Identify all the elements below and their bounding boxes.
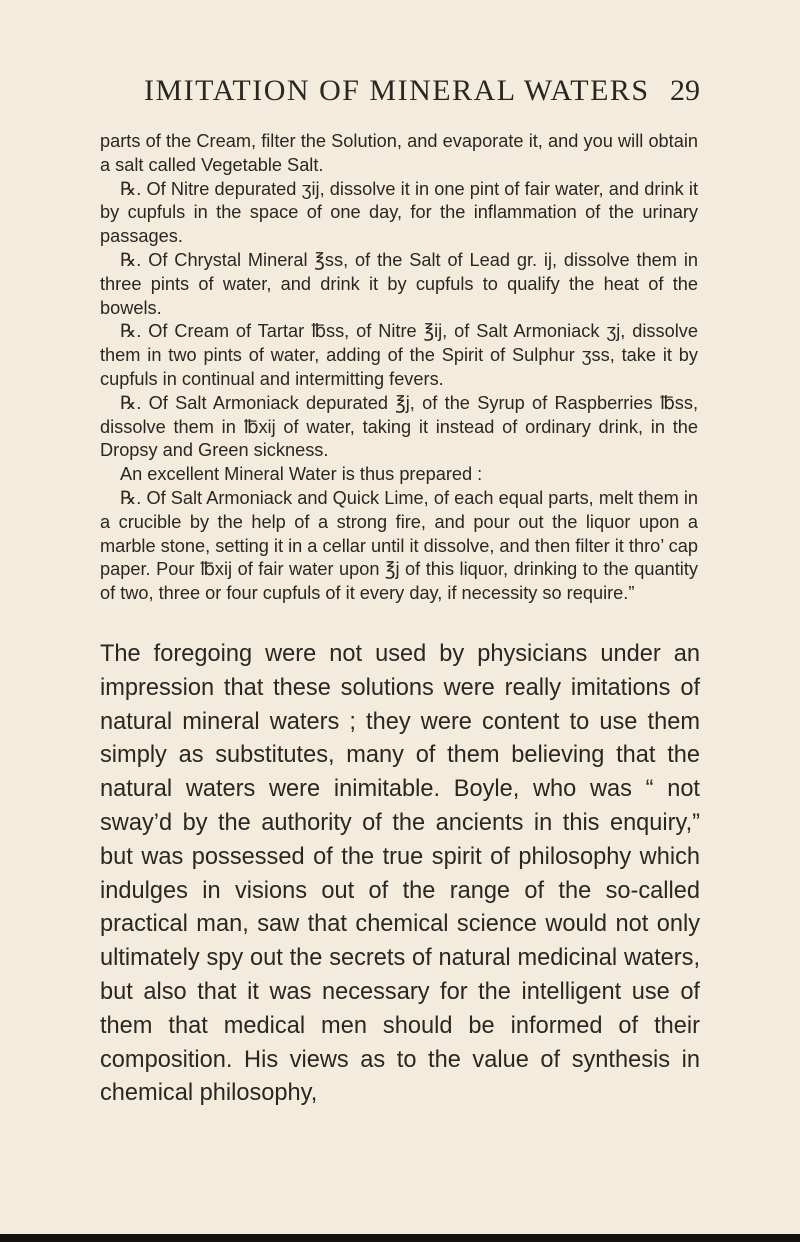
quote-paragraph: ℞. Of Salt Armoniack and Quick Lime, of each equal parts, melt them in a crucible by the help of a strong fire, and pour out the liquor upon a marble stone, setting it in a cellar until it dissolve, and then filter it thro’ cap paper. Pour ℔xij of fair water upon ℥j of this liquor, drinking to the quantity of two, three or four cupfuls of it every day, if necessity so require.” (100, 487, 698, 604)
page-header (100, 74, 700, 114)
quoted-recipes (100, 130, 698, 606)
quote-paragraph: ℞. Of Salt Armoniack depurated ℥j, of the Syrup of Raspberries ℔ss, dissolve them in ℔xij of water, taking it instead of ordinary drink, in the Dropsy and Green sickness. (100, 392, 698, 461)
running-title: IMITATION OF MINERAL WATERS (144, 74, 650, 107)
quote-paragraph: ℞. Of Chrystal Mineral ℥ss, of the Salt of Lead gr. ij, dissolve them in three pints of water, and drink it by cupfuls to qualify the heat of the bowels. (100, 249, 698, 318)
page-number: 29 (670, 74, 700, 107)
quote-paragraph: An excellent Mineral Water is thus prepared : (120, 464, 483, 485)
body-paragraph: The foregoing were not used by physicians under an impression that these solutions were really imitations of natural mineral waters ; they were content to use them simply as substitutes, many of them believing that the natural waters were inimitable. Boyle, who was “ not sway’d by the authority of the ancients in this enquiry,” but was possessed of the true spirit of philosophy which indulges in visions out of the range of the so-called practical man, saw that chemical science would not only ultimately spy out the secrets of natural medicinal waters, but also that it was necessary for the intelligent use of them that medical men should be informed of their composition. His views as to the value of synthesis in chemical philosophy, (100, 641, 700, 1107)
quote-paragraph: ℞. Of Nitre depurated ʒij, dissolve it in one pint of fair water, and drink it by cupfuls in the space of one day, for the inflammation of the urinary passages. (100, 178, 698, 247)
page-edge-rule (0, 1234, 800, 1242)
body-text (100, 638, 700, 1111)
quote-paragraph: ℞. Of Cream of Tartar ℔ss, of Nitre ℥ij, of Salt Armoniack ʒj, dissolve them in two pints of water, adding of the Spirit of Sulphur ʒss, take it by cupfuls in continual and intermitting fevers. (100, 321, 698, 389)
quote-paragraph: parts of the Cream, filter the Solution, and evaporate it, and you will obtain a salt called Vegetable Salt. (100, 131, 698, 175)
